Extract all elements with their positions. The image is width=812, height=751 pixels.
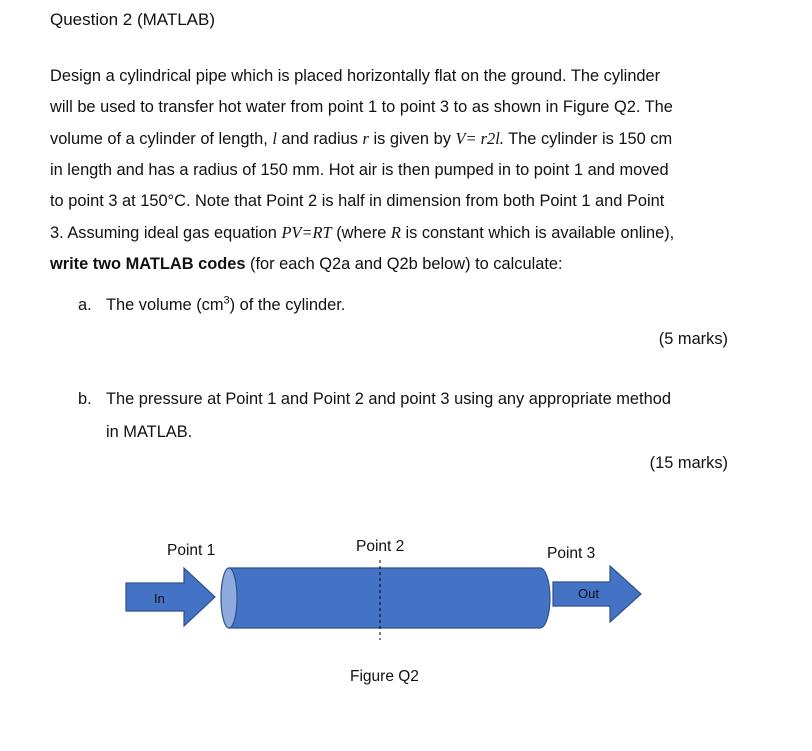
paragraph-line-5: to point 3 at 150°C. Note that Point 2 is half in dimension from both Point 1 and Point [50, 192, 665, 210]
part-a-letter: a. [78, 296, 92, 314]
figure-caption: Figure Q2 [350, 668, 419, 685]
paragraph-text: is constant which is available online), [400, 224, 675, 242]
part-b-marks: (15 marks) [649, 454, 728, 472]
paragraph-line-1: Design a cylindrical pipe which is placed horizontally flat on the ground. The cylinder [50, 67, 661, 85]
paragraph-line-2: will be used to transfer hot water from point 1 to point 3 to as shown in Figure Q2. The [50, 98, 673, 116]
volume-formula: V= r2l. [455, 129, 504, 148]
gas-equation: PV=RT [281, 223, 332, 242]
pipe-left-end [221, 568, 237, 628]
part-b-line-2: in MATLAB. [106, 423, 193, 441]
part-a-marks: (5 marks) [658, 330, 728, 348]
length-variable: l [272, 129, 277, 148]
paragraph-text: and radius [276, 130, 363, 148]
paragraph-text: 3. Assuming ideal gas equation [50, 224, 282, 242]
inlet-label: In [154, 591, 165, 606]
point-3-label: Point 3 [547, 545, 596, 562]
bold-instruction: write two MATLAB codes [50, 255, 246, 273]
paragraph-text: is given by [368, 130, 456, 148]
paragraph-text: The cylinder is 150 cm [503, 130, 673, 148]
point-2-label: Point 2 [356, 538, 405, 555]
paragraph-line-4: in length and has a radius of 150 mm. Hot air is then pumped in to point 1 and moved [50, 161, 669, 179]
part-a-text-start: The volume (cm [106, 296, 224, 314]
paragraph-text: volume of a cylinder of length, [50, 130, 273, 148]
paragraph-text: (where [331, 224, 391, 242]
paragraph-text: (for each Q2a and Q2b below) to calculate: [245, 255, 563, 273]
inlet-arrow-icon [126, 568, 215, 626]
outlet-label: Out [578, 586, 599, 601]
part-b-letter: b. [78, 390, 92, 408]
question-title: Question 2 (MATLAB) [50, 10, 216, 29]
cubic-superscript: 3 [223, 294, 230, 307]
radius-variable: r [362, 129, 369, 148]
gas-constant-variable: R [390, 223, 401, 242]
part-b-line-1: The pressure at Point 1 and Point 2 and point 3 using any appropriate method [106, 390, 671, 408]
point-1-label: Point 1 [167, 542, 216, 559]
pipe-body [229, 568, 550, 628]
part-a-text-end: ) of the cylinder. [229, 296, 346, 314]
